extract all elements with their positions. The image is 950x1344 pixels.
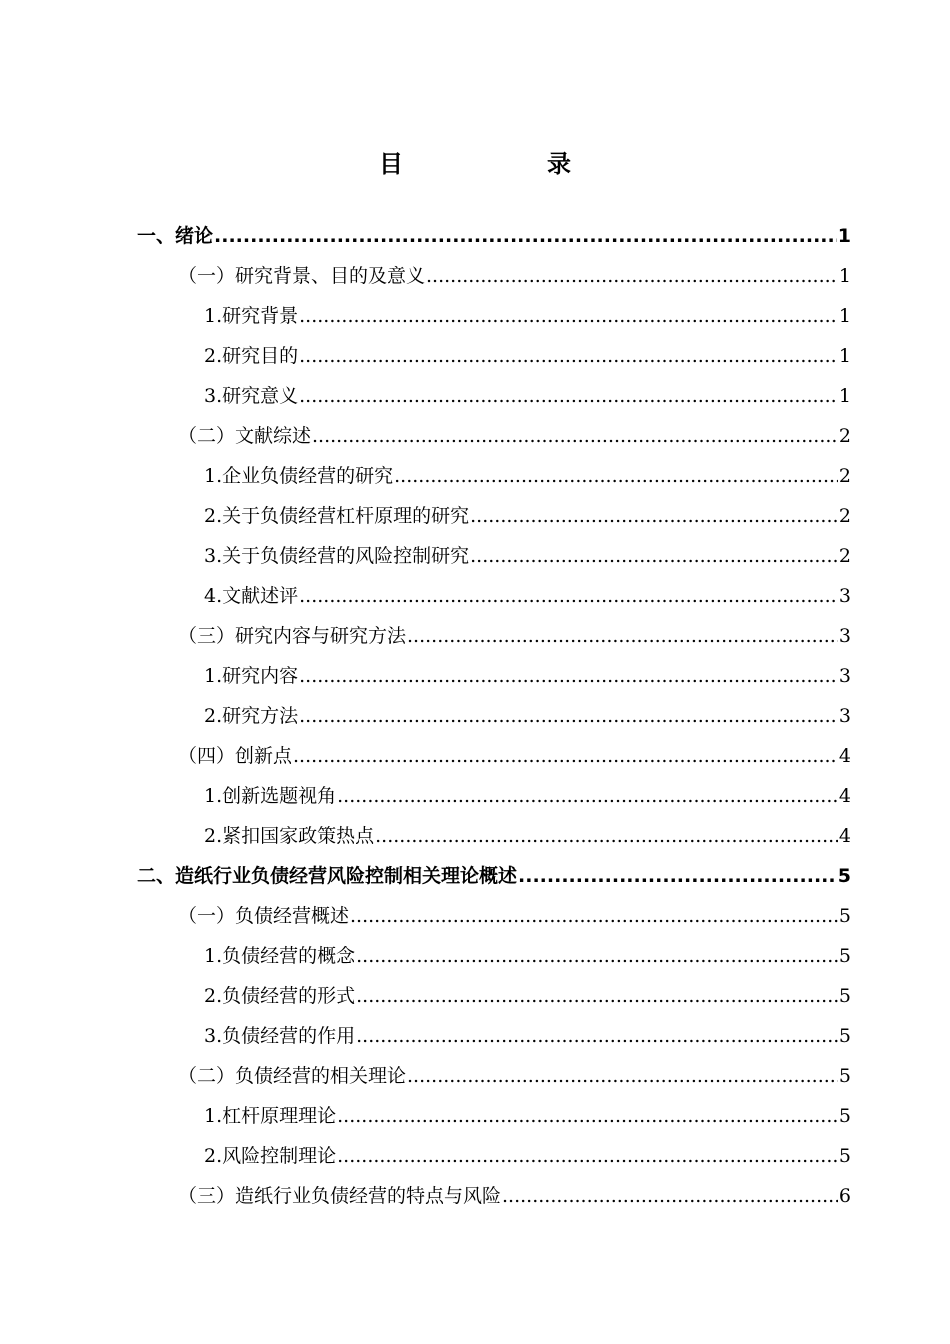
- toc-dot-leader: [426, 256, 838, 296]
- toc-dot-leader: [407, 616, 838, 656]
- toc-page-number: 2: [838, 465, 851, 487]
- toc-entry[interactable]: [0, 856, 950, 896]
- toc-entry-text: 1.杠杆原理理论: [204, 1105, 337, 1127]
- toc-dot-leader: [356, 1016, 838, 1056]
- toc-page-number: 1: [838, 385, 851, 407]
- toc-dot-leader: [299, 656, 838, 696]
- toc-entry[interactable]: [0, 896, 950, 936]
- toc-entry[interactable]: [0, 576, 950, 616]
- toc-dot-leader: [350, 896, 838, 936]
- toc-entry[interactable]: [0, 936, 950, 976]
- toc-page-number: 5: [838, 1065, 851, 1087]
- toc-page-number: 2: [838, 425, 851, 447]
- toc-entry-text: （一）研究背景、目的及意义: [178, 265, 426, 287]
- toc-entry[interactable]: [0, 1176, 950, 1216]
- toc-entry-text: （三）造纸行业负债经营的特点与风险: [178, 1185, 502, 1207]
- toc-entry[interactable]: [0, 736, 950, 776]
- toc-dot-leader: [299, 696, 838, 736]
- toc-entry[interactable]: [0, 976, 950, 1016]
- toc-dot-leader: [312, 416, 838, 456]
- toc-page-number: 5: [838, 985, 851, 1007]
- toc-page-number: 1: [838, 265, 851, 287]
- toc-page-number: 3: [838, 665, 851, 687]
- toc-entry-text: 2.紧扣国家政策热点: [204, 825, 375, 847]
- toc-entry[interactable]: [0, 256, 950, 296]
- toc-entry-text: 1.研究内容: [204, 665, 299, 687]
- toc-entry[interactable]: [0, 216, 950, 256]
- toc-dot-leader: [407, 1056, 838, 1096]
- toc-dot-leader: [293, 736, 838, 776]
- toc-page-number: 5: [838, 1145, 851, 1167]
- toc-entry[interactable]: [0, 696, 950, 736]
- toc-entry[interactable]: [0, 416, 950, 456]
- toc-entry[interactable]: [0, 336, 950, 376]
- toc-page-number: 3: [838, 625, 851, 647]
- toc-entry[interactable]: [0, 456, 950, 496]
- toc-title: 目 录: [379, 149, 631, 178]
- toc-page-number: 1: [838, 345, 851, 367]
- toc-entry[interactable]: [0, 1016, 950, 1056]
- toc-dot-leader: [337, 776, 838, 816]
- toc-dot-leader: [470, 536, 838, 576]
- toc-entry-text: （二）文献综述: [178, 425, 312, 447]
- toc-entry[interactable]: [0, 1136, 950, 1176]
- toc-dot-leader: [337, 1096, 838, 1136]
- toc-entry-text: 3.研究意义: [204, 385, 299, 407]
- toc-page-number: 4: [838, 825, 851, 847]
- toc-entry-text: （一）负债经营概述: [178, 905, 350, 927]
- toc-entry-text: 1.创新选题视角: [204, 785, 337, 807]
- toc-entry[interactable]: [0, 656, 950, 696]
- toc-entry-text: 2.研究目的: [204, 345, 299, 367]
- toc-dot-leader: [470, 496, 838, 536]
- toc-page-number: 5: [838, 905, 851, 927]
- toc-page-number: 5: [838, 1105, 851, 1127]
- toc-page-number: 2: [838, 545, 851, 567]
- toc-entry-text: 3.负债经营的作用: [204, 1025, 356, 1047]
- toc-entry[interactable]: [0, 616, 950, 656]
- toc-dot-leader: [394, 456, 838, 496]
- toc-dot-leader: [375, 816, 838, 856]
- toc-page-number: 5: [838, 1025, 851, 1047]
- toc-page-number: 4: [838, 745, 851, 767]
- toc-entry-text: 4.文献述评: [204, 585, 299, 607]
- toc-entry-text: （二）负债经营的相关理论: [178, 1065, 407, 1087]
- toc-entry-text: 一、绪论: [137, 225, 214, 247]
- toc-entry-text: 二、造纸行业负债经营风险控制相关理论概述: [137, 865, 518, 887]
- toc-entry-text: 3.关于负债经营的风险控制研究: [204, 545, 470, 567]
- toc-entry[interactable]: [0, 496, 950, 536]
- toc-page-number: 3: [838, 705, 851, 727]
- toc-page-number: 3: [838, 585, 851, 607]
- toc-entry[interactable]: [0, 816, 950, 856]
- toc-page-number: 1: [838, 305, 851, 327]
- toc-entry-text: （三）研究内容与研究方法: [178, 625, 407, 647]
- toc-page-number: 2: [838, 505, 851, 527]
- toc-entry-text: 1.负债经营的概念: [204, 945, 356, 967]
- toc-entry[interactable]: [0, 536, 950, 576]
- toc-entry-text: 2.负债经营的形式: [204, 985, 356, 1007]
- toc-page-number: 5: [837, 865, 851, 887]
- toc-dot-leader: [299, 576, 838, 616]
- toc-page-number: 6: [838, 1185, 851, 1207]
- toc-dot-leader: [356, 936, 838, 976]
- toc-dot-leader: [518, 856, 837, 896]
- toc-entry-text: 2.风险控制理论: [204, 1145, 337, 1167]
- toc-page-number: 1: [837, 225, 851, 247]
- toc-dot-leader: [214, 216, 837, 256]
- toc-entry-text: （四）创新点: [178, 745, 293, 767]
- toc-entry-text: 2.研究方法: [204, 705, 299, 727]
- toc-entry[interactable]: [0, 376, 950, 416]
- toc-entry-text: 2.关于负债经营杠杆原理的研究: [204, 505, 470, 527]
- toc-dot-leader: [299, 376, 838, 416]
- toc-dot-leader: [502, 1176, 838, 1216]
- toc-dot-leader: [299, 336, 838, 376]
- toc-dot-leader: [337, 1136, 838, 1176]
- toc-entry[interactable]: [0, 1056, 950, 1096]
- toc-dot-leader: [356, 976, 838, 1016]
- toc-page-number: 5: [838, 945, 851, 967]
- toc-entry[interactable]: [0, 1096, 950, 1136]
- toc-entry[interactable]: [0, 776, 950, 816]
- toc-list: [0, 216, 950, 1216]
- toc-entry-text: 1.企业负债经营的研究: [204, 465, 394, 487]
- toc-dot-leader: [299, 296, 838, 336]
- toc-entry-text: 1.研究背景: [204, 305, 299, 327]
- toc-page-number: 4: [838, 785, 851, 807]
- toc-entry[interactable]: [0, 296, 950, 336]
